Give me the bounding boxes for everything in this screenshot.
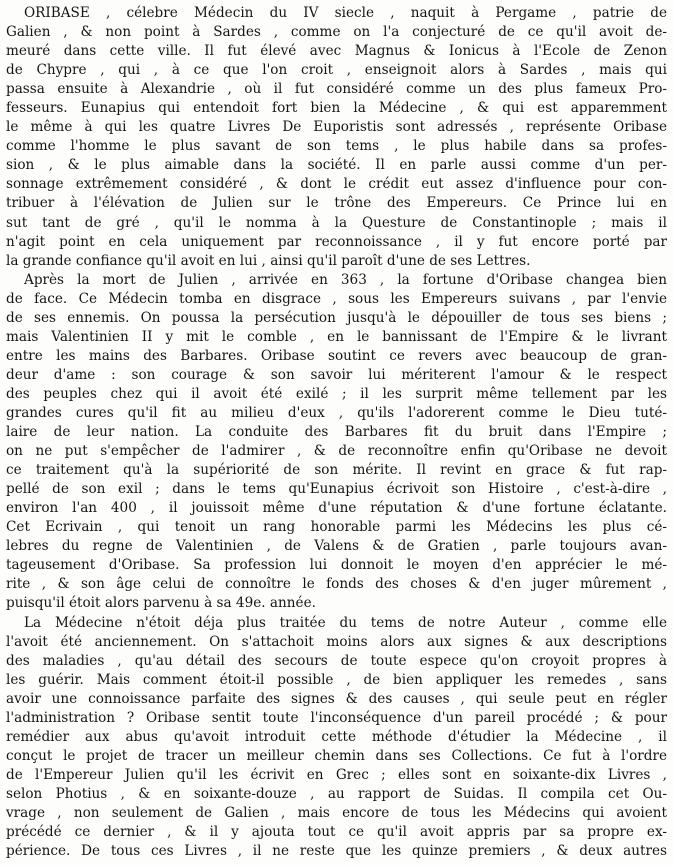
text-line: vrage , non seulement de Galien , mais encore de tous les Médecins qui avoient (6, 804, 667, 821)
text-line: laire de leur nation. La conduite des Barbares fit du bruit dans l'Empire ; (6, 424, 667, 441)
text-line: le même à qui les quatre Livres De Euporistis sont adressés , représente Oribase (6, 119, 667, 136)
text-line: Après la mort de Julien , arrivée en 363 , la fortune d'Oribase changea bien (24, 271, 667, 288)
text-line: de l'Empereur Julien qu'il les écrivit en Grec ; elles sont en soixante-dix Livres , (6, 766, 667, 783)
text-line: de face. Ce Médecin tomba en disgrace , sous les Empereurs suivans , par l'envie (6, 290, 667, 307)
text-line: tageusement d'Oribase. Sa profession lui donnoit le moyen d'en apprécier le mé- (6, 557, 667, 574)
text-line: entre les mains des Barbares. Oribase soutint ce revers avec beaucoup de gran- (6, 347, 667, 364)
text-line: ce traitement qu'à la supériorité de son mérite. Il revint en grace & fut rap- (6, 462, 667, 479)
text-line: on ne put s'empêcher de l'admirer , & de reconnoître enfin qu'Oribase ne devoit (6, 443, 667, 460)
text-line: selon Photius , & en soixante-douze , au rapport de Suidas. Il compila cet Ou- (6, 785, 667, 802)
text-line: fesseurs. Eunapius qui entendoit fort bien la Médecine , & qui est apparemment (6, 100, 667, 117)
text-line: passa ensuite à Alexandrie , où il fut considéré comme un des plus fameux Pro- (6, 81, 667, 98)
text-line: des peuples chez qui il avoit été exilé ; il les surprit même tellement par les (6, 385, 667, 402)
text-line: tribuer à l'élévation de Julien sur le trône des Empereurs. Ce Prince lui en (6, 195, 667, 212)
text-line: puisqu'il étoit alors parvenu à sa 49e. année. (6, 595, 316, 612)
text-line: grandes cures qu'il fit au milieu d'eux , qu'ils l'adorerent comme le Dieu tuté- (6, 404, 667, 421)
text-line: de Chypre , qui , à ce que l'on croit , enseignoit alors à Sardes , mais qui (6, 62, 667, 79)
text-line: sion , & le plus aimable dans la société. Il en parle aussi comme d'un per- (6, 157, 667, 174)
text-line: Cet Ecrivain , qui tenoit un rang honorable parmi les Médecins les plus cé- (6, 519, 667, 536)
text-line: de ses ennemis. On poussa la persécution jusqu'à le dépouiller de tous ses biens ; (6, 309, 667, 326)
text-line: mais Valentinien II y mit le comble , en le bannissant de l'Empire & le livrant (6, 328, 667, 345)
text-line: l'administration ? Oribase sentit toute l'inconséquence d'un pareil procédé ; & pour (6, 709, 667, 726)
text-line: remédier aux abus qu'avoit introduit cette méthode d'étudier la Médecine , il (6, 728, 667, 745)
text-line: la grande confiance qu'il avoit en lui , ainsi qu'il paroît d'une de ses Lettres. (6, 252, 531, 269)
text-line: n'agit point en cela uniquement par reconnoissance , il y fut encore porté par (6, 233, 667, 250)
text-line: pellé de son exil ; dans le tems qu'Eunapius écrivoit son Histoire , c'est-à-dire , (6, 481, 667, 498)
text-line: l'avoit été anciennement. On s'attachoit moins alors aux signes & aux descriptions (6, 633, 667, 650)
text-line: sut tant de gré , qu'il le nomma à la Questure de Constantinople ; mais il (6, 214, 667, 231)
text-line: des maladies , qu'au détail des secours de toute espece qu'on croyoit propres à (6, 652, 667, 669)
text-line: périence. De tous ces Livres , il ne reste que les quinze premiers , & deux autres (6, 843, 667, 860)
text-line: avoir une connoissance parfaite des signes & des causes , qui seule peut en régler (6, 690, 667, 707)
text-line: comme l'homme le plus savant de son tems , le plus habile dans sa profes- (6, 138, 667, 155)
text-line: rite , & son âge celui de connoître le fonds des choses & d'en juger mûrement , (6, 576, 667, 593)
text-line: précédé ce dernier , & il y ajouta tout ce qu'il avoit appris par sa propre ex- (6, 824, 667, 841)
text-line: environ l'an 400 , il jouissoit même d'une réputation & d'une fortune éclatante. (6, 500, 667, 517)
text-line: lebres du regne de Valentinien , de Valens & de Gratien , parle toujours avan- (6, 538, 667, 555)
text-line: ORIBASE , célebre Médecin du IV siecle , naquit à Pergame , patrie de (24, 5, 667, 21)
text-line: Galien , & non point à Sardes , comme on l'a conjecturé de ce qu'il avoit de- (6, 24, 667, 41)
text-line: deur d'ame : son courage & son savoir lui mériterent l'amour & le respect (6, 366, 667, 383)
body-text (6, 4, 667, 861)
text-line: conçut le projet de tracer un meilleur chemin dans ses Collections. Ce fut à l'ordre (6, 747, 667, 764)
text-line: meuré dans cette ville. Il fut élevé avec Magnus & Ionicus à l'Ecole de Zenon (6, 43, 667, 60)
text-line: La Médecine n'étoit déja plus traitée du tems de notre Auteur , comme elle (24, 614, 667, 631)
text-line: sonnage extrêmement considéré , & dont le crédit eut assez d'influence pour con- (6, 176, 667, 193)
text-line: les guérir. Mais comment étoit-il possible , de bien appliquer les remedes , sans (6, 671, 667, 688)
